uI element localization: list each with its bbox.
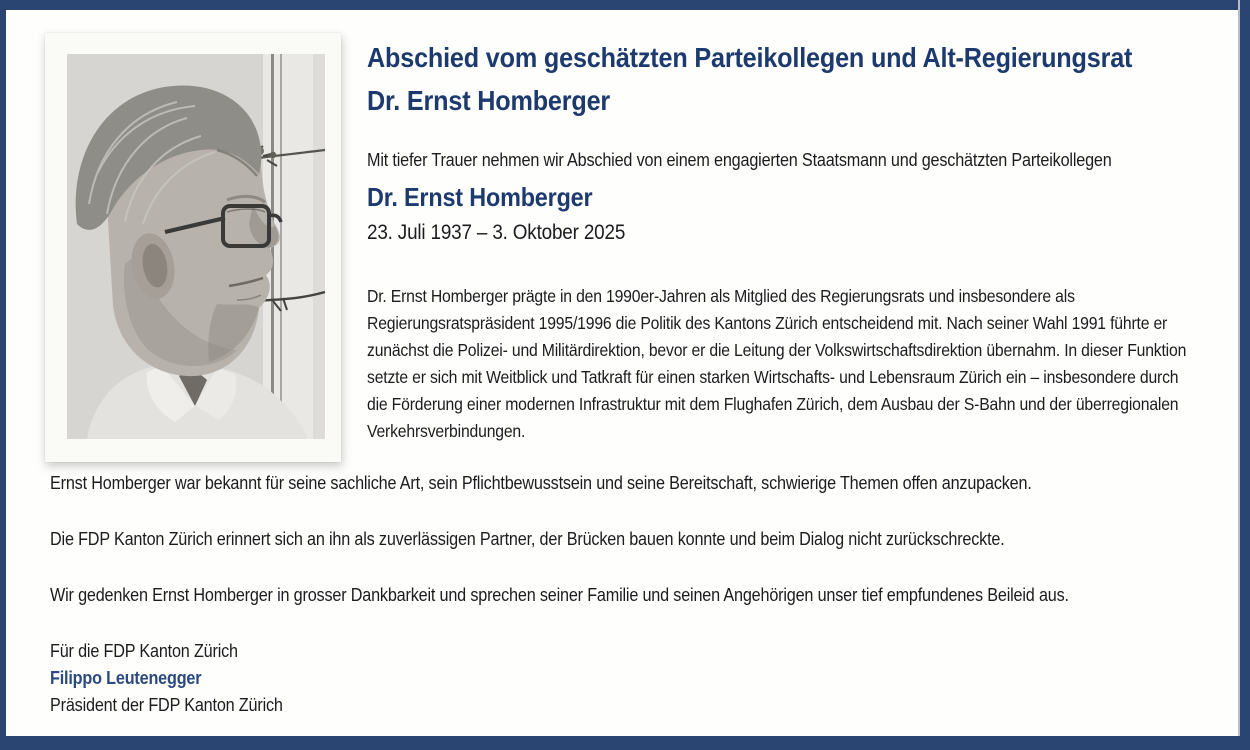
signature-role: Präsident der FDP Kanton Zürich	[50, 695, 283, 715]
bottom-border-bar	[0, 736, 1250, 750]
portrait-photo-paper	[45, 33, 341, 462]
top-border-bar	[0, 0, 1250, 10]
portrait-photo	[67, 54, 325, 439]
tribute-paragraph-3: Wir gedenken Ernst Homberger in grosser Dankbarkeit und sprechen seiner Familie und seinen Angehörigen unser tief empfundenes Beileid aus.	[50, 585, 1069, 605]
page-title	[367, 36, 1200, 122]
signature-for-line: Für die FDP Kanton Zürich	[50, 641, 238, 661]
intro-lead: Mit tiefer Trauer nehmen wir Abschied von einem engagierten Staatsmann und geschätzten Parteikollegen	[367, 150, 1112, 170]
deceased-name: Dr. Ernst Homberger	[367, 182, 593, 212]
right-border-bar	[1240, 0, 1250, 750]
tribute-paragraph-1: Ernst Homberger war bekannt für seine sachliche Art, sein Pflichtbewusstsein und seine Bereitschaft, schwierige Themen offen anzupacken.	[50, 473, 1032, 493]
page-title-line1: Abschied vom geschätzten Parteikollegen und Alt-Regierungsrat	[367, 42, 1133, 73]
left-border-bar	[0, 0, 6, 750]
signature-block	[50, 638, 1202, 719]
closing-section	[50, 466, 1202, 719]
life-dates: 23. Juli 1937 – 3. Oktober 2025	[367, 221, 626, 244]
biography-paragraph: Dr. Ernst Homberger prägte in den 1990er-Jahren als Mitglied des Regierungsrats und insbesondere als Regierungsratspräsident 1995/1996 die Politik des Kantons Zürich entscheidend mit. Nach seiner Wahl 1991 führte er zunächst die Polizei- und Militärdirektion, bevor er die Leitung der Volkswirtschaftsdirektion übernahm. In dieser Funktion setzte er sich mit Weitblick und Tatkraft für einen starken Wirtschafts- und Lebensraum Zürich ein – insbesondere durch die Förderung einer modernen Infrastruktur mit dem Flughafen Zürich, dem Ausbau der S-Bahn und der überregionalen Verkehrsverbindungen.	[367, 286, 1187, 441]
portrait-illustration	[67, 54, 325, 439]
text-column	[367, 36, 1200, 445]
page-title-line2: Dr. Ernst Homberger	[367, 85, 611, 116]
signature-name: Filippo Leutenegger	[50, 668, 202, 688]
tribute-paragraph-2: Die FDP Kanton Zürich erinnert sich an ihn als zuverlässigen Partner, der Brücken bauen konnte und beim Dialog nicht zurückschreckte.	[50, 529, 1005, 549]
